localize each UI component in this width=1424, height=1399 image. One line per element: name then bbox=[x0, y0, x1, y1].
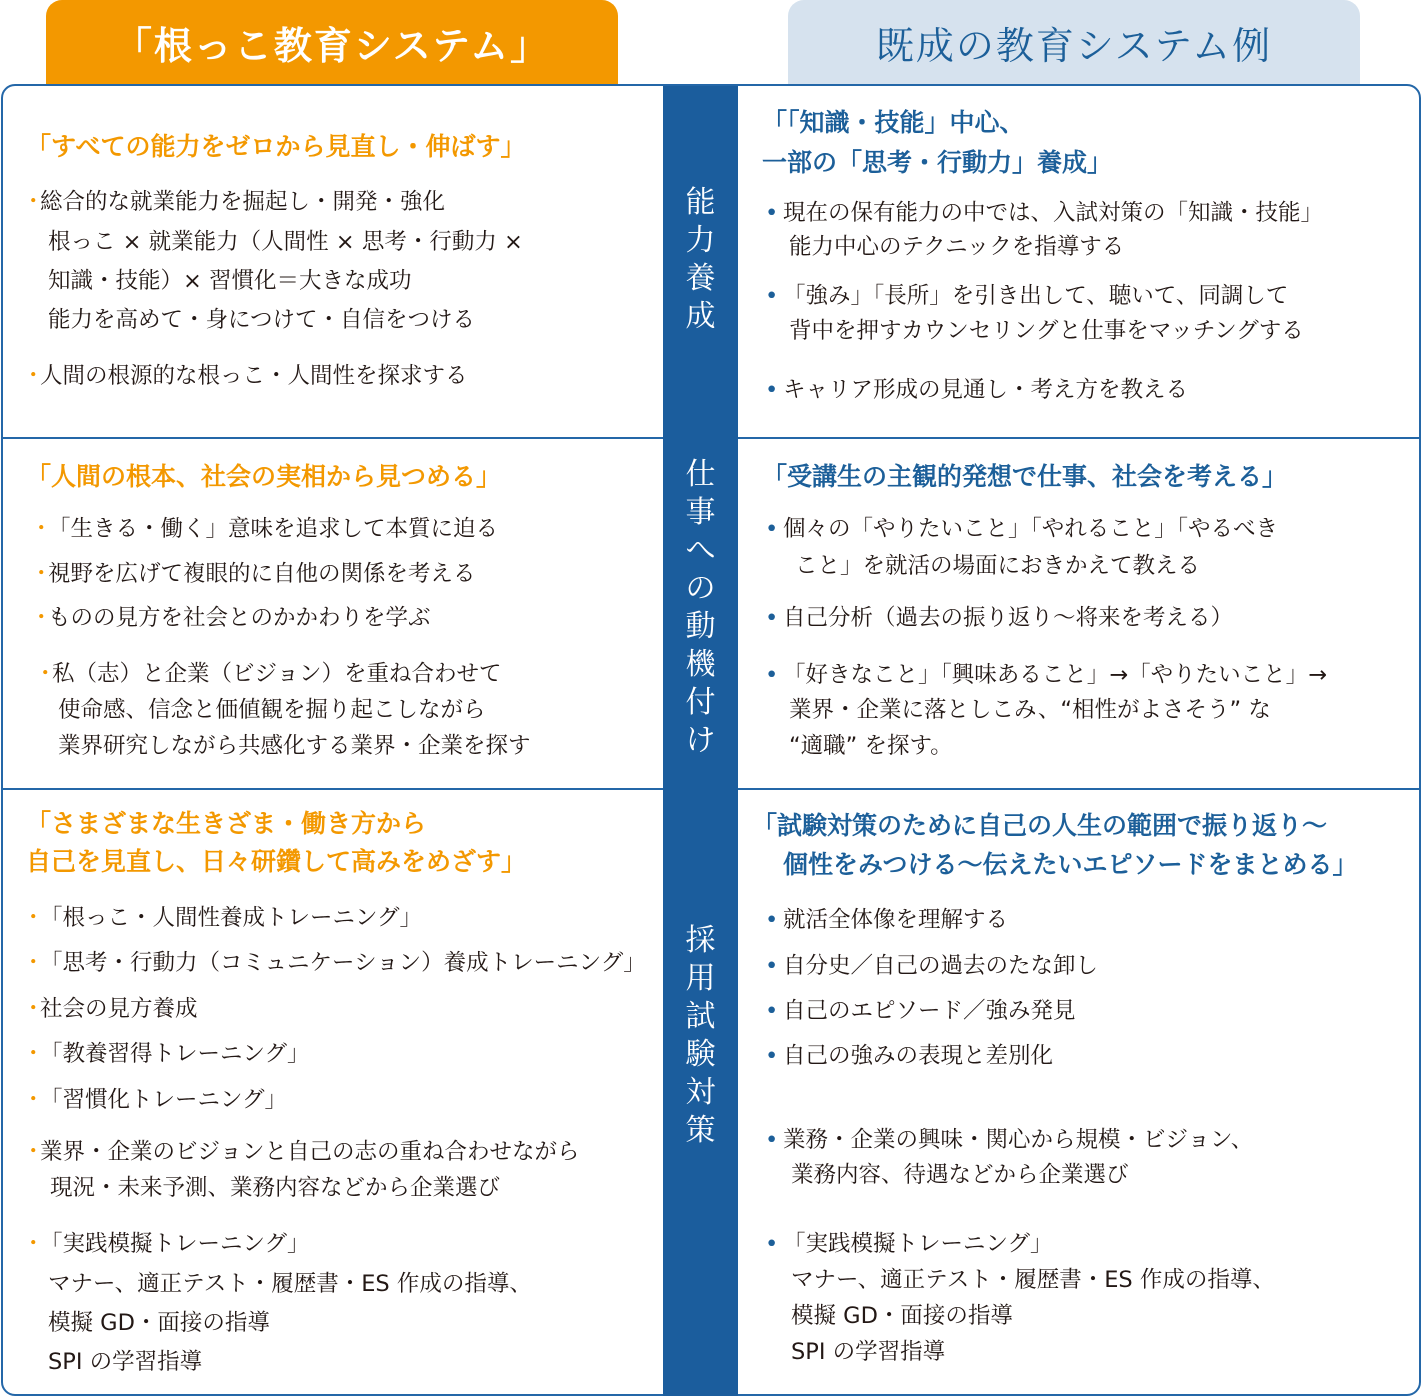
s3-right-item5-line2: 業務内容、待遇などから企業選び bbox=[791, 1162, 1129, 1188]
header-existing-education: 既成の教育システム例 bbox=[788, 0, 1360, 84]
s2-right-item1-line1: • 個々の「やりたいこと」「やれること」「やるべき bbox=[783, 511, 1278, 547]
s3-left-item5: ・ 「習慣化トレーニング」 bbox=[40, 1082, 287, 1118]
s3-right-item6-line2: マナー、適正テスト・履歴書・ES 作成の指導、 bbox=[791, 1267, 1275, 1293]
s1-left-item1-line1: ・ 総合的な就業能力を掘起し・開発・強化 bbox=[40, 184, 445, 220]
s2-right-item3-line1: • 「好きなこと」「興味あること」→「やりたいこと」→ bbox=[783, 657, 1327, 693]
s2-right-item1-line2: こと」を就活の場面におきかえて教える bbox=[795, 553, 1201, 579]
s1-right-item1-line2: 能力中心のテクニックを指導する bbox=[789, 234, 1125, 260]
s3-right-title-line1: 「試験対策のために自己の人生の範囲で振り返り〜 bbox=[752, 811, 1328, 840]
s2-left-item2: ・ 視野を広げて複眼的に自他の関係を考える bbox=[48, 556, 476, 592]
s3-right-item6-line1: • 「実践模擬トレーニング」 bbox=[783, 1226, 1053, 1262]
label-ability: 能 力 養 成 bbox=[685, 185, 716, 334]
s2-right-item3-line3: “適職” を探す。 bbox=[789, 733, 953, 759]
s1-left-item2: ・ 人間の根源的な根っこ・人間性を探求する bbox=[40, 358, 468, 394]
s3-right-item1: • 就活全体像を理解する bbox=[783, 902, 1008, 938]
s2-right-item3-line2: 業界・企業に落としこみ、“相性がよさそう” な bbox=[789, 697, 1271, 723]
s1-right-item2-line2: 背中を押すカウンセリングと仕事をマッチングする bbox=[789, 318, 1304, 344]
s3-left-item1: ・ 「根っこ・人間性養成トレーニング」 bbox=[40, 900, 422, 936]
s1-right-title-line1: 「「知識・技能」中心、 bbox=[762, 108, 1025, 137]
s3-left-title-line2: 自己を見直し、日々研鑽して高みをめざす」 bbox=[26, 847, 527, 876]
s3-left-title-line1: 「さまざまな生きざま・働き方から bbox=[26, 809, 427, 838]
s1-left-item1-line3: 知識・技能）× 習慣化＝大きな成功 bbox=[48, 268, 412, 294]
s2-right-title: 「受講生の主観的発想で仕事、社会を考える」 bbox=[762, 462, 1288, 491]
s1-left-item1-line4: 能力を高めて・身につけて・自信をつける bbox=[48, 307, 476, 333]
s3-right-item5-line1: • 業務・企業の興味・関心から規模・ビジョン、 bbox=[783, 1122, 1253, 1158]
s2-left-item4-line2: 使命感、信念と価値観を掘り起こしながら bbox=[58, 697, 486, 723]
s3-left-item4: ・ 「教養習得トレーニング」 bbox=[40, 1036, 310, 1072]
s3-left-item3: ・ 社会の見方養成 bbox=[40, 991, 198, 1027]
s2-left-item4-line3: 業界研究しながら共感化する業界・企業を探す bbox=[58, 733, 531, 759]
s1-right-title-line2: 一部の「思考・行動力」養成」 bbox=[762, 148, 1113, 177]
s3-right-item3: • 自己のエピソード／強み発見 bbox=[783, 993, 1076, 1029]
s3-left-item7-line1: ・ 「実践模擬トレーニング」 bbox=[40, 1226, 310, 1262]
s3-left-item2: ・ 「思考・行動力（コミュニケーション）養成トレーニング」 bbox=[40, 945, 646, 981]
s2-left-item1: ・ 「生きる・働く」意味を追求して本質に迫る bbox=[48, 511, 498, 547]
s3-left-item7-line3: 模擬 GD・面接の指導 bbox=[48, 1310, 270, 1336]
label-exam-prep: 採 用 試 験 対 策 bbox=[685, 923, 716, 1148]
s3-right-item6-line4: SPI の学習指導 bbox=[791, 1339, 946, 1365]
s3-right-item4: • 自己の強みの表現と差別化 bbox=[783, 1038, 1053, 1074]
s3-right-item6-line3: 模擬 GD・面接の指導 bbox=[791, 1303, 1013, 1329]
s3-left-item6-line2: 現況・未来予測、業務内容などから企業選び bbox=[50, 1175, 501, 1201]
header-root-education: 「根っこ教育システム」 bbox=[46, 0, 618, 84]
s1-right-item1-line1: • 現在の保有能力の中では、入試対策の「知識・技能」 bbox=[783, 195, 1323, 231]
s1-right-item3: • キャリア形成の見通し・考え方を教える bbox=[783, 372, 1188, 408]
s1-left-title: 「すべての能力をゼロから見直し・伸ばす」 bbox=[26, 132, 526, 161]
s3-right-item2: • 自分史／自己の過去のたな卸し bbox=[783, 948, 1098, 984]
s3-left-item6-line1: ・ 業界・企業のビジョンと自己の志の重ね合わせながら bbox=[40, 1134, 580, 1170]
s3-left-item7-line2: マナー、適正テスト・履歴書・ES 作成の指導、 bbox=[48, 1271, 532, 1297]
s2-right-item2: • 自己分析（過去の振り返り〜将来を考える） bbox=[783, 600, 1233, 636]
s1-left-item1-line2: 根っこ × 就業能力（人間性 × 思考・行動力 × bbox=[48, 229, 523, 255]
s2-left-item4-line1: ・ 私（志）と企業（ビジョン）を重ね合わせて bbox=[52, 656, 502, 692]
s2-left-title: 「人間の根本、社会の実相から見つめる」 bbox=[26, 462, 502, 491]
label-motivation: 仕 事 へ の 動 機 付 け bbox=[685, 457, 716, 758]
s2-left-item3: ・ ものの見方を社会とのかかわりを学ぶ bbox=[48, 600, 431, 636]
s3-right-title-line2: 個性をみつける〜伝えたいエピソードをまとめる」 bbox=[783, 850, 1358, 879]
s3-left-item7-line4: SPI の学習指導 bbox=[48, 1349, 203, 1375]
s1-right-item2-line1: • 「強み」「長所」を引き出して、聴いて、同調して bbox=[783, 278, 1288, 314]
